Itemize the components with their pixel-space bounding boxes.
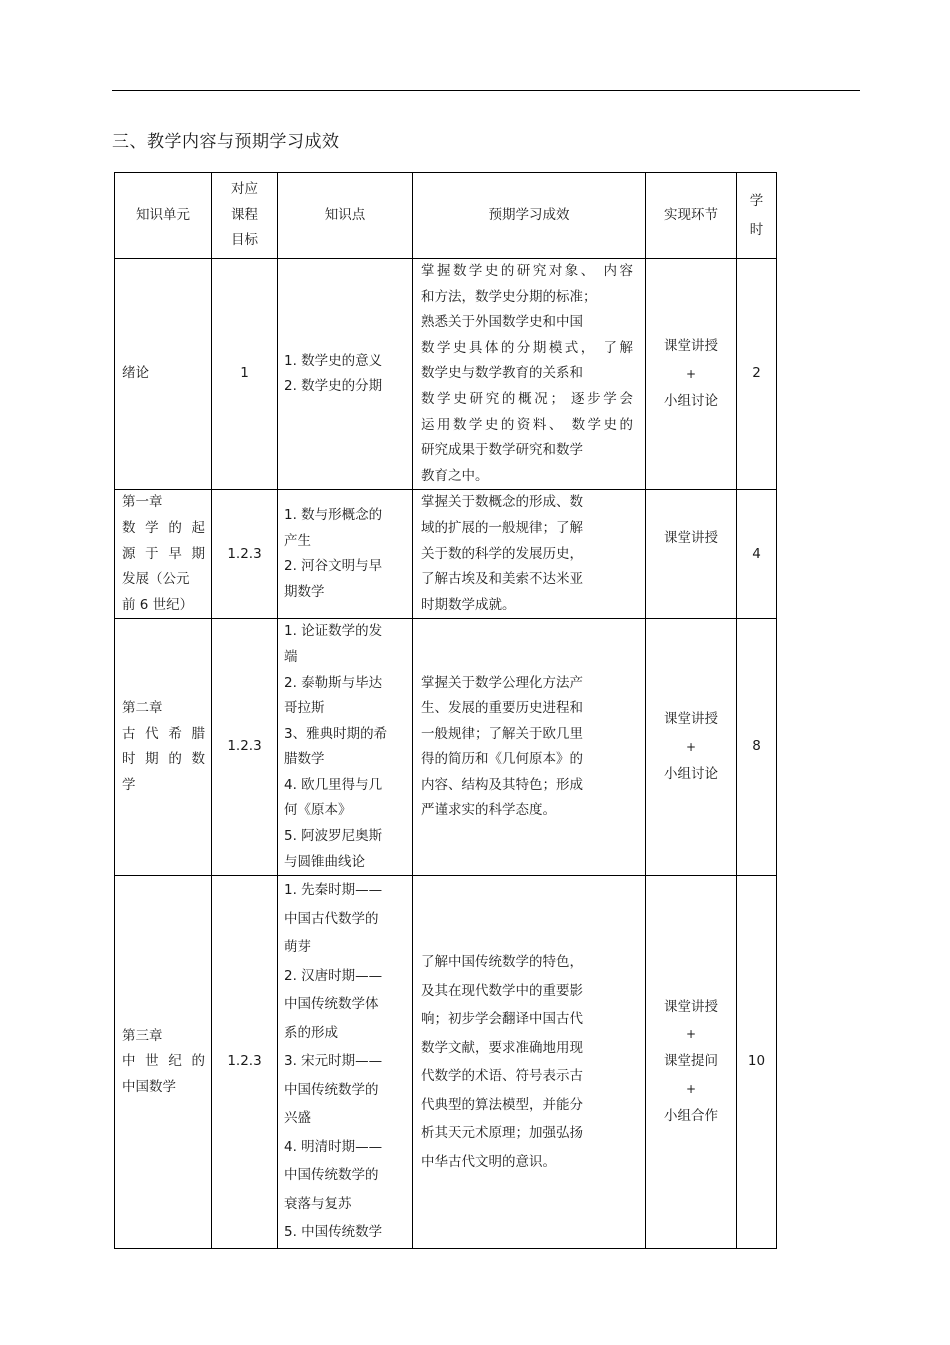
header-points: 知识点 (278, 173, 413, 259)
table-row (115, 259, 777, 490)
unit-cell: 绪论 (115, 259, 212, 490)
header-method: 实现环节 (646, 173, 737, 259)
outcomes-cell: 掌握数学史的研究对象、 内容 和方法，数学史分期的标准； 熟悉关于外国数学史和中国 数学史具体的分期模式， 了解 数学史与数学教育的关系和 数学史研究的概况； 逐步学会 运用数学史的资料、 数学史的 研究成果于数学研究和数学 教育之中。 (413, 259, 646, 490)
points-cell: 1. 先秦时期—— 中国古代数学的 萌芽 2. 汉唐时期—— 中国传统数学体 系的形成 3. 宋元时期—— 中国传统数学的 兴盛 4. 明清时期—— 中国传统数学的 衰落与复苏 5. 中国传统数学 (278, 876, 413, 1249)
table-row (115, 876, 777, 1249)
objective-cell: 1.2.3 (212, 490, 278, 619)
unit-cell: 第二章 古代希腊 时期的数 学 (115, 619, 212, 876)
table-row (115, 619, 777, 876)
method-cell: 课堂讲授 + 小组讨论 (646, 259, 737, 490)
method-cell: 课堂讲授 + 小组讨论 (646, 619, 737, 876)
objective-cell: 1 (212, 259, 278, 490)
outcomes-cell: 掌握关于数学公理化方法产 生、发展的重要历史进程和 一般规律；了解关于欧几里 得的简历和《几何原本》的 内容、结构及其特色；形成 严谨求实的科学态度。 (413, 619, 646, 876)
hours-cell: 10 (737, 876, 777, 1249)
hours-cell: 8 (737, 619, 777, 876)
outcomes-cell: 掌握关于数概念的形成、数 域的扩展的一般规律；了解 关于数的科学的发展历史， 了解古埃及和美索不达米亚 时期数学成就。 (413, 490, 646, 619)
outcomes-cell: 了解中国传统数学的特色， 及其在现代数学中的重要影 响；初步学会翻译中国古代 数学文献，要求准确地用现 代数学的术语、符号表示古 代典型的算法模型，并能分 析其天元术原理；加强弘扬 中华古代文明的意识。 (413, 876, 646, 1249)
method-cell: 课堂讲授 + 课堂提问 + 小组合作 (646, 876, 737, 1249)
points-cell: 1. 数与形概念的 产生 2. 河谷文明与早 期数学 (278, 490, 413, 619)
header-unit: 知识单元 (115, 173, 212, 259)
points-cell: 1. 数学史的意义 2. 数学史的分期 (278, 259, 413, 490)
objective-cell: 1.2.3 (212, 619, 278, 876)
unit-cell: 第一章 数学的起 源于早期 发展（公元 前 6 世纪） (115, 490, 212, 619)
header-hours: 学 时 (737, 173, 777, 259)
section-title: 三、教学内容与预期学习成效 (112, 132, 340, 152)
course-content-table (114, 172, 777, 1249)
header-rule (112, 90, 860, 91)
header-objective: 对应 课程 目标 (212, 173, 278, 259)
table-header-row (115, 173, 777, 259)
header-outcomes: 预期学习成效 (413, 173, 646, 259)
table-row (115, 490, 777, 619)
objective-cell: 1.2.3 (212, 876, 278, 1249)
hours-cell: 4 (737, 490, 777, 619)
hours-cell: 2 (737, 259, 777, 490)
unit-cell: 第三章 中世纪的 中国数学 (115, 876, 212, 1249)
points-cell: 1. 论证数学的发 端 2. 泰勒斯与毕达 哥拉斯 3、雅典时期的希 腊数学 4. 欧几里得与几 何《原本》 5. 阿波罗尼奥斯 与圆锥曲线论 (278, 619, 413, 876)
method-cell: 课堂讲授 (646, 490, 737, 619)
